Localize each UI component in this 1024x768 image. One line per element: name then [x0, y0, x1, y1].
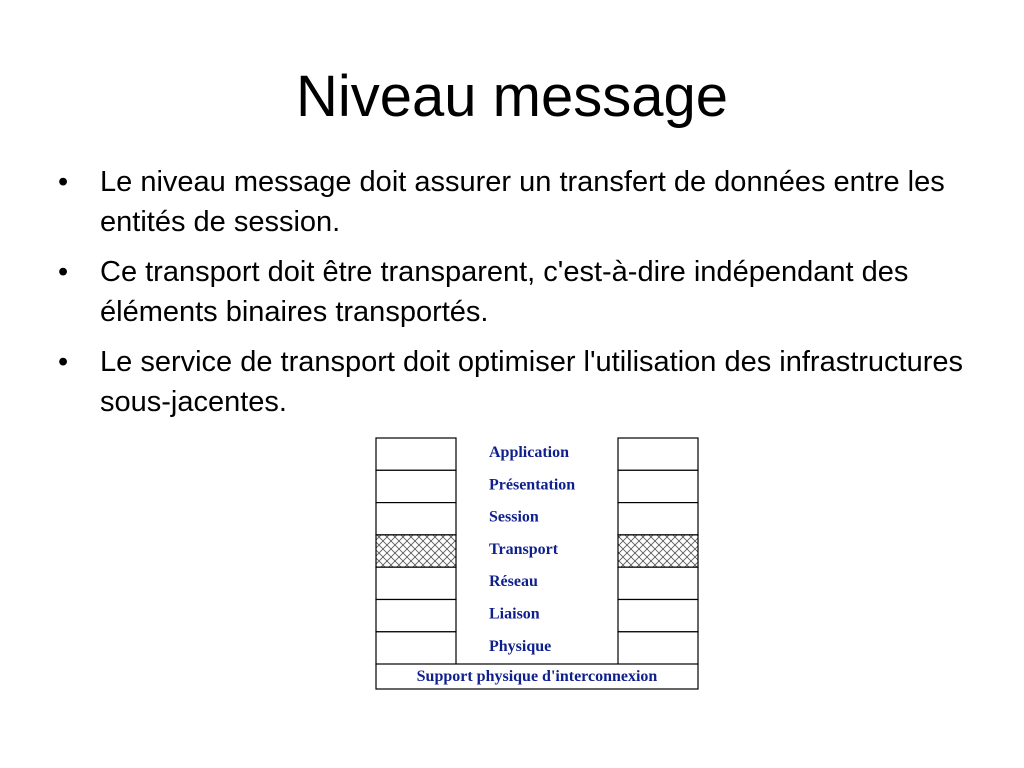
layer-label: Présentation [489, 476, 576, 494]
right-layer-box-highlighted [618, 535, 698, 567]
left-layer-box [376, 567, 456, 599]
layer-label: Physique [489, 637, 552, 655]
right-layer-box [618, 438, 698, 470]
layer-label: Réseau [489, 573, 538, 591]
bullet-item [58, 342, 988, 422]
left-layer-box [376, 600, 456, 632]
bullet-text: Le service de transport doit optimiser l'utilisation des infrastructures sous-jacentes. [100, 346, 964, 418]
layer-labels [489, 444, 575, 655]
layer-label: Session [489, 508, 539, 526]
bullet-list [58, 162, 988, 432]
left-layer-box [376, 438, 456, 470]
bullet-dot-icon: • [58, 346, 69, 378]
slide-title: Niveau message [296, 64, 728, 129]
left-layer-box-highlighted [376, 535, 456, 567]
right-layer-box [618, 600, 698, 632]
osi-layer-diagram [375, 437, 699, 690]
left-layer-box [376, 470, 456, 502]
layer-label: Transport [489, 540, 559, 558]
bullet-text: Ce transport doit être transparent, c'est-à-dire indépendant des éléments binaires transportés. [100, 256, 909, 328]
left-layer-box [376, 632, 456, 664]
layer-label: Application [489, 444, 570, 461]
left-layer-stack [376, 438, 456, 664]
right-layer-box [618, 470, 698, 502]
right-layer-box [618, 632, 698, 664]
bullet-text: Le niveau message doit assurer un transfert de données entre les entités de session. [100, 166, 945, 238]
support-label: Support physique d'interconnexion [416, 668, 658, 685]
bullet-dot-icon: • [58, 166, 69, 198]
right-layer-box [618, 567, 698, 599]
right-layer-box [618, 503, 698, 535]
left-layer-box [376, 503, 456, 535]
right-layer-stack [618, 438, 698, 664]
layer-label: Liaison [489, 605, 540, 623]
bullet-dot-icon: • [58, 256, 69, 288]
interconnection-support [376, 664, 698, 689]
bullet-item [58, 252, 988, 332]
bullet-item [58, 162, 988, 242]
